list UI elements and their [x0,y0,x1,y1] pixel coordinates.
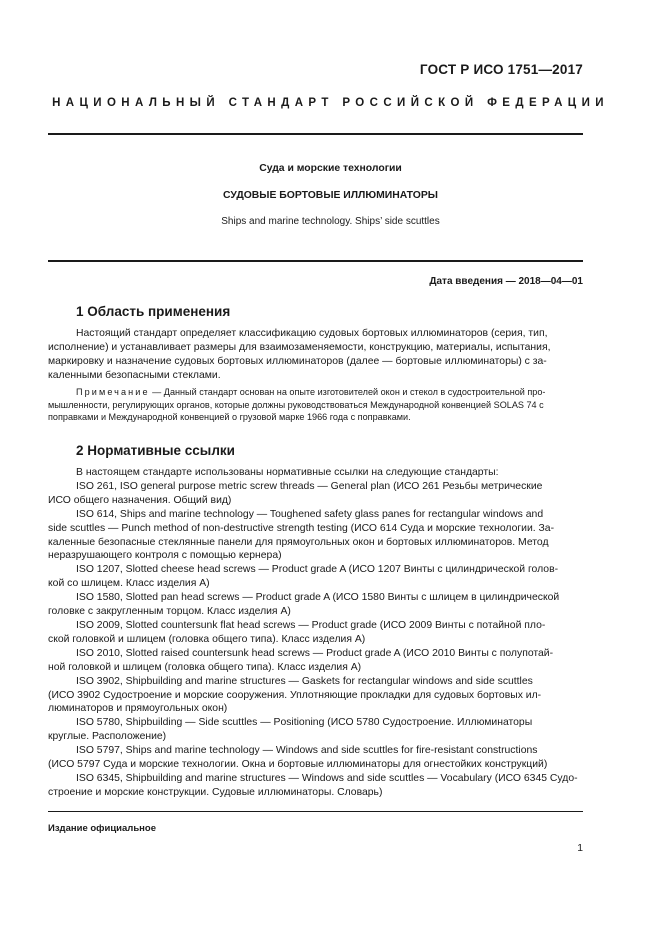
text-line: исполнение) и устанавливает размеры для взаимозаменяемости, конструкцию, материалы, испытания, [48,341,551,353]
section-2-heading: 2 Нормативные ссылки [76,443,235,458]
reference-line: ской головкой и шлицем (головка общего типа). Класс изделия А) [48,633,366,645]
note-line [48,386,583,399]
title-group: Суда и морские технологии [259,163,402,174]
reference-line: головке с закругленным торцом. Класс изделия А) [48,606,291,618]
section-2-references [48,466,583,800]
text-line: Настоящий стандарт определяет классификацию судовых бортовых иллюминаторов (серия, тип, [76,328,548,339]
section-1-heading: 1 Область применения [76,304,231,319]
standard-code: ГОСТ Р ИСО 1751—2017 [419,62,583,77]
reference-line: ISO 261, ISO general purpose metric screw threads — General plan (ИСО 261 Резьбы метрические [76,480,543,492]
note-line: поправками и Международной конвенцией о грузовой марке 1966 года с поправками. [48,412,411,423]
reference-line: ной головкой и шлицем (головка общего типа). Класс изделия А) [48,661,362,673]
reference-line: ISO 6345, Shipbuilding and marine structures — Windows and side scuttles — Vocabulary (ИСО 6345 Судо- [76,772,578,784]
national-standard-heading: НАЦИОНАЛЬНЫЙ СТАНДАРТ РОССИЙСКОЙ ФЕДЕРАЦИИ [52,97,609,109]
reference-line: круглые. Расположение) [48,731,167,743]
reference-line: строение и морские конструкции. Судовые иллюминаторы. Словарь) [48,786,383,798]
section-1-note [48,386,583,424]
section-1-paragraph [48,327,583,383]
reference-line: ISO 614, Ships and marine technology — Toughened safety glass panes for rectangular windows and [76,508,544,520]
reference-line: неразрушающего контроля с помощью кернера) [48,550,282,562]
reference-line: ИСО общего назначения. Общий вид) [48,494,232,506]
reference-line: side scuttles — Punch method of non-destructive strength testing (ИСО 614 Суда и морские технологии. За- [48,522,555,534]
text-line: каленными безопасными стеклами. [48,369,221,381]
document-title-english: Ships and marine technology. Ships’ side scuttles [221,216,440,227]
edition-label: Издание официальное [48,823,156,834]
document-title: СУДОВЫЕ БОРТОВЫЕ ИЛЛЮМИНАТОРЫ [223,190,438,201]
title-divider [48,260,583,262]
reference-line: ISO 2010, Slotted raised countersunk head screws — Product grade A (ИСО 2010 Винты с полупотай- [76,647,554,659]
page-number: 1 [577,843,583,854]
reference-line: ISO 2009, Slotted countersunk flat head screws — Product grade (ИСО 2009 Винты с потайной пло- [76,619,546,631]
reference-line: каленные безопасные стеклянные панели для прямоугольных окон и бортовых иллюминаторов. Метод [48,536,549,548]
reference-line: ISO 5797, Ships and marine technology — Windows and side scuttles for fire-resistant constructions [76,745,538,757]
note-label: Примечание [76,387,150,397]
text-line: маркировку и назначение судовых бортовых иллюминаторов (далее — бортовые иллюминаторы) с за- [48,355,547,367]
note-line: мышленности, регулирующих органов, которые должны руководствоваться Международной конвенцией SOLAS 74 с [48,399,544,410]
reference-line: ISO 3902, Shipbuilding and marine structures — Gaskets for rectangular windows and side scuttles [76,675,533,687]
reference-line: ISO 1580, Slotted pan head screws — Product grade A (ИСО 1580 Винты с шлицем в цилиндрической [76,592,560,604]
reference-line: (ИСО 3902 Судостроение и морские сооружения. Уплотняющие прокладки для судовых бортовых ил- [48,689,542,701]
text-line: В настоящем стандарте использованы нормативные ссылки на следующие стандарты: [76,467,499,478]
reference-line: люминаторов и прямоугольных окон) [48,703,228,715]
footer-divider [48,811,583,812]
effective-date: Дата введения — 2018—04—01 [429,276,583,287]
reference-line: ISO 1207, Slotted cheese head screws — Product grade A (ИСО 1207 Винты с цилиндрической голов- [76,564,559,576]
header-divider [48,133,583,135]
reference-line: кой со шлицем. Класс изделия А) [48,578,210,590]
reference-line: ISO 5780, Shipbuilding — Side scuttles — Positioning (ИСО 5780 Судостроение. Иллюминаторы [76,717,533,729]
reference-line: (ИСО 5797 Суда и морские технологии. Окна и бортовые иллюминаторы для огнестойких конструкций) [48,759,548,771]
note-text: — Данный стандарт основан на опыте изготовителей окон и стекол в судостроительной про- [149,387,546,397]
